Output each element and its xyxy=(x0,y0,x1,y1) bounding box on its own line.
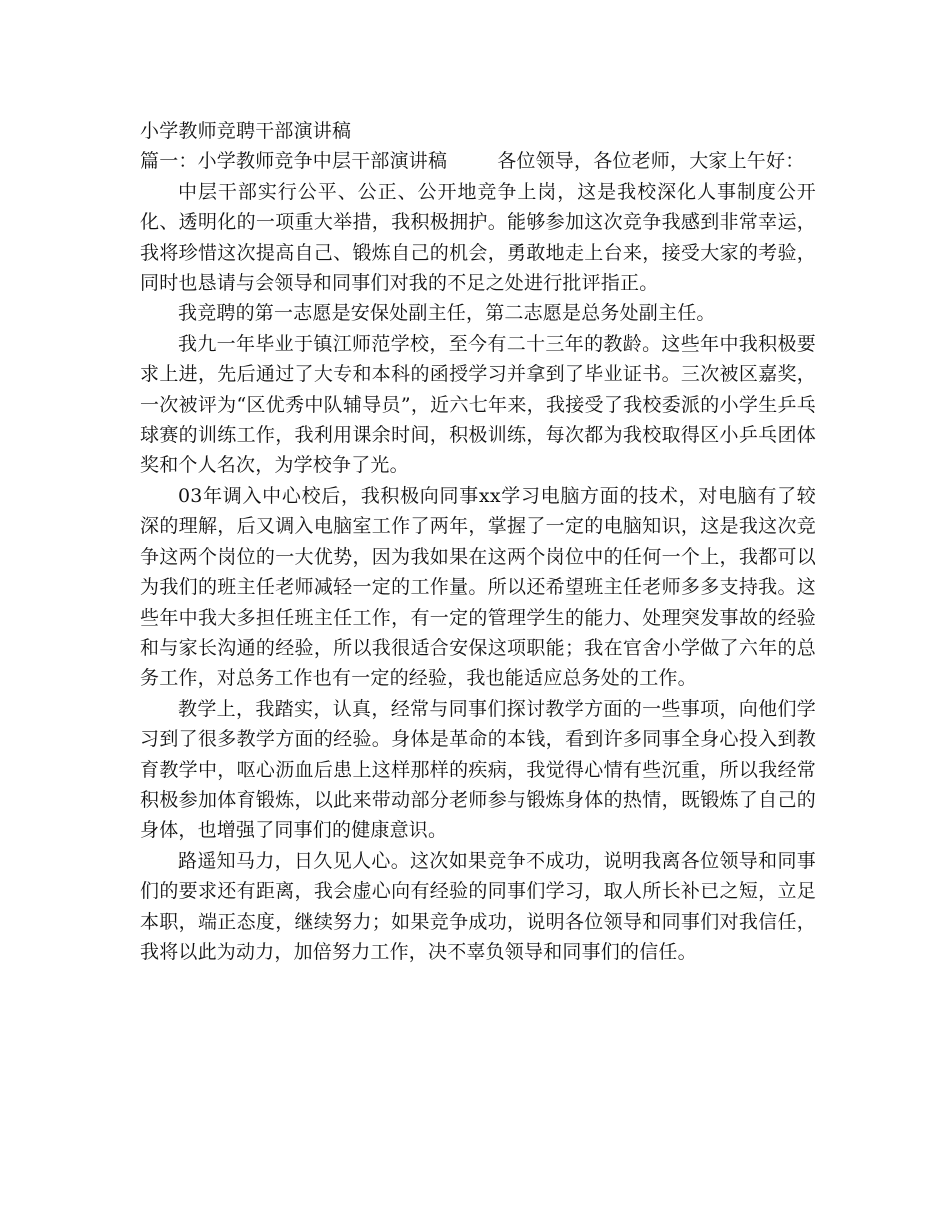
greeting-text: 各位领导，各位老师，大家上午好： xyxy=(497,150,805,173)
paragraph-4: 03年调入中心校后，我积极向同事xx学习电脑方面的技术，对电脑有了较深的理解，后又调入电脑室工作了两年，掌握了一定的电脑知识，这是我这次竞争这两个岗位的一大优势，因为我如果在这两个岗位中的任何一个上，我都可以为我们的班主任老师减轻一定的工作量。所以还希望班主任老师多多支持我。这些年中我大多担任班主任工作，有一定的管理学生的能力、处理突发事故的经验和与家长沟通的经验，所以我很适合安保这项职能；我在官舍小学做了六年的总务工作，对总务工作也有一定的经验，我也能适应总务处的工作。 xyxy=(140,484,816,690)
document-body xyxy=(140,116,816,967)
paragraph-1: 中层干部实行公平、公正、公开地竞争上岗，这是我校深化人事制度公开化、透明化的一项重大举措，我积极拥护。能够参加这次竞争我感到非常幸运，我将珍惜这次提高自己、锻炼自己的机会，勇敢地走上台来，接受大家的考验，同时也恳请与会领导和同事们对我的不足之处进行批评指正。 xyxy=(140,180,816,295)
paragraph-3: 我九一年毕业于镇江师范学校，至今有二十三年的教龄。这些年中我积极要求上进，先后通过了大专和本科的函授学习并拿到了毕业证书。三次被区嘉奖，一次被评为“区优秀中队辅导员”，近六七年来，我接受了我校委派的小学生乒乓球赛的训练工作，我利用课余时间，积极训练，每次都为我校取得区小乒乓团体奖和个人名次，为学校争了光。 xyxy=(140,332,816,477)
section-heading-line xyxy=(140,146,816,176)
paragraph-5: 教学上，我踏实，认真，经常与同事们探讨教学方面的一些事项，向他们学习到了很多教学方面的经验。身体是革命的本钱，看到许多同事全身心投入到教育教学中，呕心沥血后患上这样那样的疾病，我觉得心情有些沉重，所以我经常积极参加体育锻炼，以此来带动部分老师参与锻炼身体的热情，既锻炼了自己的身体，也增强了同事们的健康意识。 xyxy=(140,697,816,842)
document-title: 小学教师竞聘干部演讲稿 xyxy=(140,120,352,142)
paragraph-2: 我竞聘的第一志愿是安保处副主任，第二志愿是总务处副主任。 xyxy=(178,302,716,325)
section-heading: 篇一：小学教师竞争中层干部演讲稿 xyxy=(140,150,448,173)
paragraph-6: 路遥知马力，日久见人心。这次如果竞争不成功，说明我离各位领导和同事们的要求还有距离，我会虚心向有经验的同事们学习，取人所长补已之短，立足本职，端正态度，继续努力；如果竞争成功，说明各位领导和同事们对我信任，我将以此为动力，加倍努力工作，决不辜负领导和同事们的信任。 xyxy=(140,849,816,963)
